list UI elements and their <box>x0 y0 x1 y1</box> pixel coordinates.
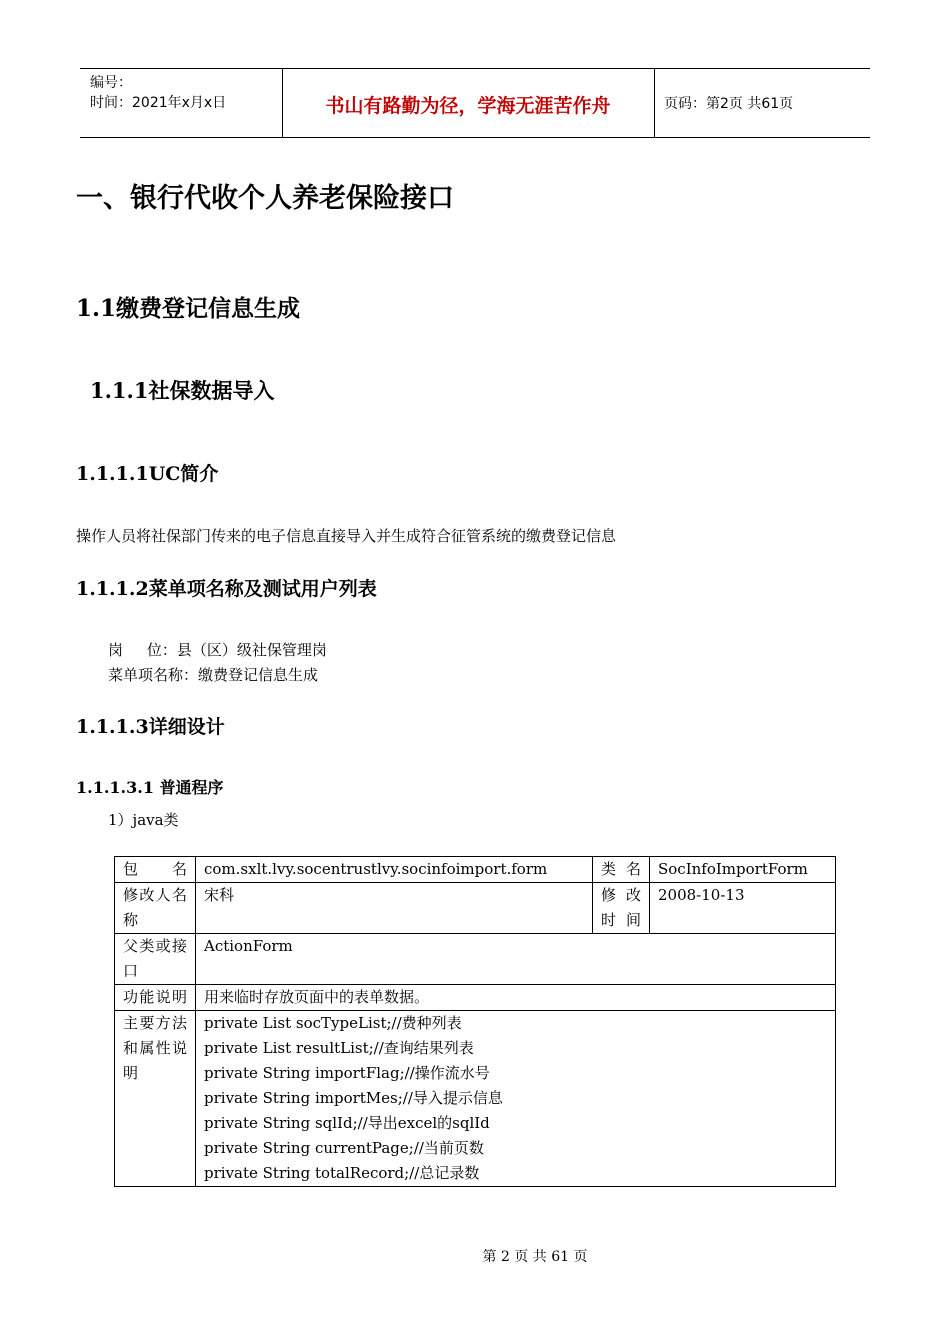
class-value: SocInfoImportForm <box>650 857 836 883</box>
method-line: private String importFlag;//操作流水号 <box>204 1064 490 1082</box>
modifier-value: 宋科 <box>196 883 593 934</box>
heading-uc-intro: 1.1.1.1UC简介 <box>76 463 219 485</box>
func-label: 功能说明 <box>115 985 196 1011</box>
heading-2: 1.1缴费登记信息生成 <box>76 295 301 322</box>
page-footer: 第 2 页 共 61 页 <box>482 1249 588 1265</box>
table-row <box>115 1011 836 1187</box>
methods-label: 主要方法和属性说明 <box>115 1011 196 1187</box>
pkg-value: com.sxlt.lvy.socentrustlvy.socinfoimport.form <box>196 857 593 883</box>
header-motto: 书山有路勤为径，学海无涯苦作舟 <box>325 95 611 117</box>
header-page-info: 页码：第2页 共61页 <box>664 96 794 112</box>
parent-value: ActionForm <box>196 934 836 985</box>
page-header <box>80 68 870 138</box>
java-class-label: 1）java类 <box>108 811 179 829</box>
uc-intro-text: 操作人员将社保部门传来的电子信息直接导入并生成符合征管系统的缴费登记信息 <box>76 527 617 545</box>
class-label: 类名 <box>593 857 650 883</box>
heading-1: 一、银行代收个人养老保险接口 <box>76 183 454 214</box>
heading-normal-program: 1.1.1.3.1 普通程序 <box>76 778 224 797</box>
modtime-value: 2008-10-13 <box>650 883 836 934</box>
method-line: private String sqlId;//导出excel的sqlId <box>204 1114 490 1132</box>
modtime-label: 修改时间 <box>593 883 650 934</box>
header-meta <box>90 73 226 113</box>
modifier-label: 修改人名称 <box>115 883 196 934</box>
table-row <box>115 985 836 1011</box>
menu-name-text: 菜单项名称：缴费登记信息生成 <box>108 666 319 684</box>
method-line: private List socTypeList;//费种列表 <box>204 1014 462 1032</box>
method-line: private String totalRecord;//总记录数 <box>204 1164 480 1182</box>
parent-label: 父类或接口 <box>115 934 196 985</box>
header-time: 时间：2021年x月x日 <box>90 95 227 111</box>
method-line: private List resultList;//查询结果列表 <box>204 1039 474 1057</box>
heading-3: 1.1.1社保数据导入 <box>90 378 275 403</box>
table-row <box>115 934 836 985</box>
header-number: 编号： <box>90 75 132 91</box>
func-value: 用来临时存放页面中的表单数据。 <box>196 985 836 1011</box>
pkg-label: 包名 <box>115 857 196 883</box>
header-divider <box>654 69 655 137</box>
table-row <box>115 857 836 883</box>
method-line: private String importMes;//导入提示信息 <box>204 1089 503 1107</box>
methods-list <box>196 1011 836 1187</box>
heading-menu-users: 1.1.1.2菜单项名称及测试用户列表 <box>76 578 377 600</box>
heading-detail-design: 1.1.1.3详细设计 <box>76 716 225 738</box>
post-text: 岗 位：县（区）级社保管理岗 <box>108 641 327 659</box>
class-info-table <box>114 856 836 1187</box>
method-line: private String currentPage;//当前页数 <box>204 1139 484 1157</box>
table-row <box>115 883 836 934</box>
